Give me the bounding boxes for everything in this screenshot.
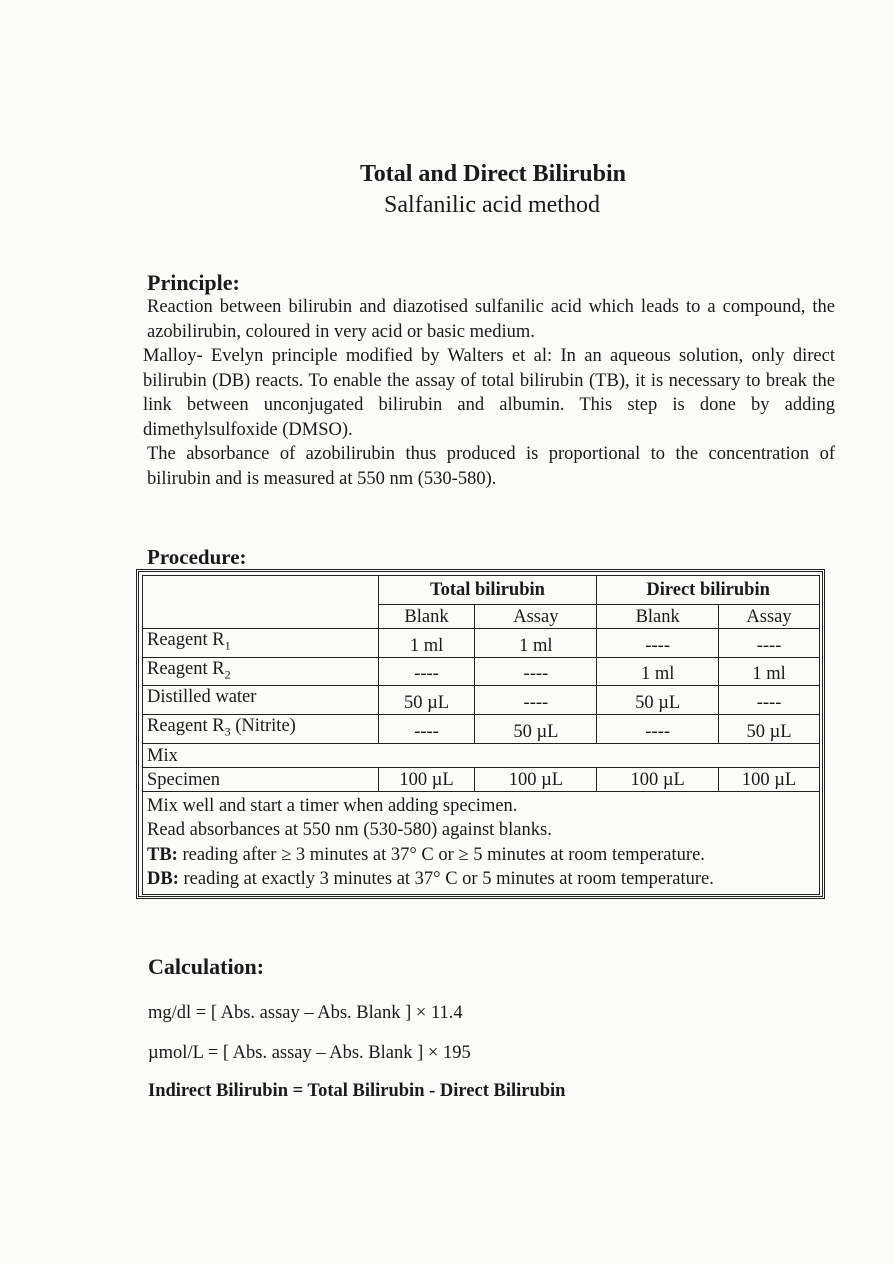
table-cell: 1 ml — [475, 629, 597, 658]
direct-bilirubin-header: Direct bilirubin — [597, 576, 820, 605]
sub-header-cell: Assay — [719, 605, 820, 629]
procedure-notes — [143, 791, 820, 894]
table-cell: ---- — [378, 715, 475, 744]
row-label: Specimen — [143, 767, 379, 791]
note-line: Read absorbances at 550 nm (530-580) against blanks. — [147, 820, 552, 841]
sub-header-cell: Blank — [378, 605, 475, 629]
table-cell: 1 ml — [378, 629, 475, 658]
sub-header-cell: Assay — [475, 605, 597, 629]
row-label: Reagent $R_1$ — [143, 629, 379, 658]
table-cell: 50 µL — [378, 686, 475, 715]
calc-mgdl: mg/dl = [ Abs. assay – Abs. Blank ] × 11.4 — [148, 1003, 463, 1023]
table-row — [143, 715, 820, 744]
table-cell: ---- — [719, 686, 820, 715]
principle-paragraph-3: The absorbance of azobilirubin thus produced is proportional to the concentration of bilirubin and is measured at 550 nm (530-580). — [147, 444, 835, 489]
page-subtitle: Salfanilic acid method — [384, 192, 600, 218]
principle-heading: Principle: — [147, 270, 240, 295]
table-row-specimen — [143, 767, 820, 791]
table-cell: ---- — [719, 629, 820, 658]
table-corner-cell — [143, 576, 379, 629]
table-notes-row — [143, 791, 820, 894]
calc-indirect: Indirect Bilirubin = Total Bilirubin - Direct Bilirubin — [148, 1081, 566, 1101]
table-cell: 1 ml — [719, 657, 820, 686]
calc-umol: µmol/L = [ Abs. assay – Abs. Blank ] × 195 — [148, 1043, 471, 1063]
table-row — [143, 657, 820, 686]
note-line: Mix well and start a timer when adding specimen. — [147, 795, 518, 816]
table-cell: 100 µL — [475, 767, 597, 791]
procedure-heading: Procedure: — [147, 545, 247, 569]
note-line-db: DB: reading at exactly 3 minutes at 37° C or 5 minutes at room temperature. — [147, 869, 714, 890]
table-cell: 100 µL — [378, 767, 475, 791]
table-cell: ---- — [475, 686, 597, 715]
table-row — [143, 686, 820, 715]
table-row — [143, 629, 820, 658]
table-cell: ---- — [597, 629, 719, 658]
principle-paragraph-2: Malloy- Evelyn principle modified by Walters et al: In an aqueous solution, only direct bilirubin (DB) reacts. To enable the assay of total bilirubin (TB), it is necessary to break the link between unconjugated bilirubin and albumin. This step is done by adding dimethylsulfoxide (DMSO). — [143, 346, 835, 440]
total-bilirubin-header: Total bilirubin — [378, 576, 597, 605]
principle-paragraph-1: Reaction between bilirubin and diazotised sulfanilic acid which leads to a compound, the azobilirubin, coloured in very acid or basic medium. — [147, 297, 835, 342]
table-cell: ---- — [378, 657, 475, 686]
principle-text — [143, 295, 835, 491]
calculation-heading: Calculation: — [148, 954, 265, 979]
table-group-header-row — [143, 576, 820, 605]
table-cell: 100 µL — [719, 767, 820, 791]
table-row-mix — [143, 743, 820, 767]
table-cell: 50 µL — [475, 715, 597, 744]
table-cell: 100 µL — [597, 767, 719, 791]
page-title: Total and Direct Bilirubin — [359, 161, 627, 187]
table-cell: 1 ml — [597, 657, 719, 686]
row-label: Distilled water — [143, 686, 379, 715]
row-label: Reagent $R_3$ (Nitrite) — [143, 715, 379, 744]
table-cell: 50 µL — [597, 686, 719, 715]
mix-label: Mix — [143, 743, 820, 767]
row-label: Reagent $R_2$ — [143, 657, 379, 686]
sub-header-cell: Blank — [597, 605, 719, 629]
procedure-table — [142, 575, 820, 895]
table-cell: 50 µL — [719, 715, 820, 744]
table-cell: ---- — [475, 657, 597, 686]
table-cell: ---- — [597, 715, 719, 744]
note-line-tb: TB: reading after ≥ 3 minutes at 37° C or ≥ 5 minutes at room temperature. — [147, 844, 705, 865]
